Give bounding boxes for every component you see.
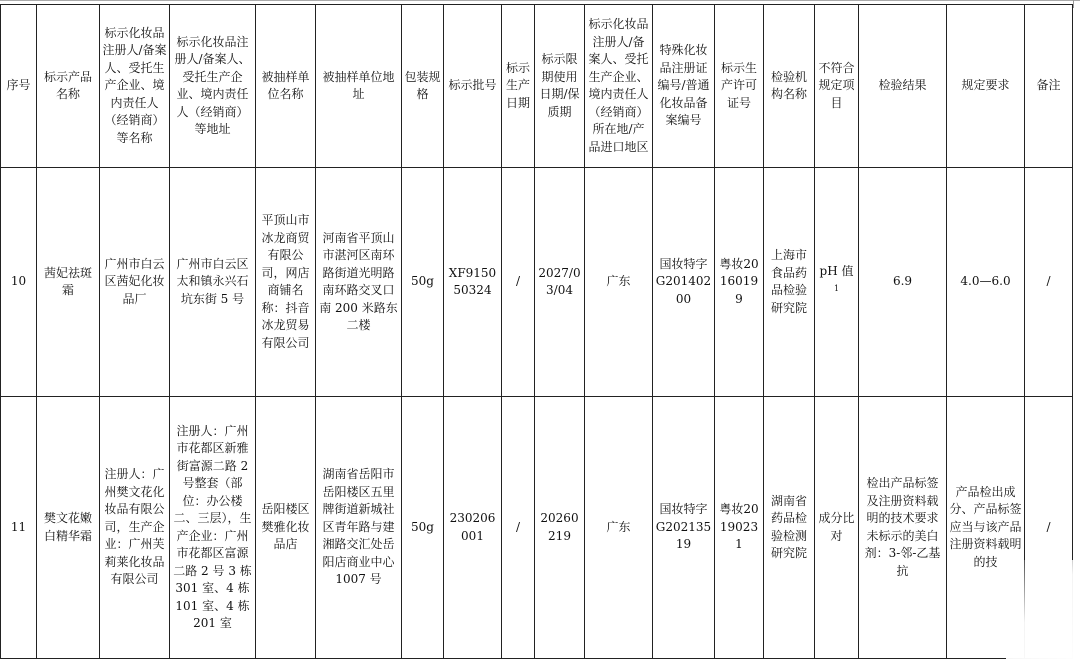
- header-cell: 规定要求: [947, 5, 1025, 168]
- item-text: pH 值: [819, 263, 854, 278]
- cell-no: 11: [1, 397, 37, 659]
- header-cell: 特殊化妆品注册证编号/普通化妆品备案编号: [653, 5, 715, 168]
- cell-sampled-unit: 平顶山市冰龙商贸有限公司，网店商铺名称：抖音冰龙贸易有限公司: [256, 168, 316, 397]
- header-cell: 检验机构名称: [764, 5, 815, 168]
- cell-sampled-address: 湖南省岳阳市岳阳楼区五里牌街道新城社区青年路与建湘路交汇处岳阳店商业中心 1007 号: [316, 397, 402, 659]
- cell-expiry: 20260219: [535, 397, 585, 659]
- cell-company: 广州市白云区茜妃化妆品厂: [100, 168, 170, 397]
- cell-address: 注册人：广州市花都区新雅街富源二路 2 号整套（部位：办公楼二、三层），生产企业：广州市花都区富源二路 2 号 3 栋 301 室、4 栋 101 室、4 栋 201 室: [170, 397, 256, 659]
- header-cell: 包装规格: [402, 5, 444, 168]
- header-cell: 标示批号: [444, 5, 502, 168]
- cell-result: 6.9: [859, 168, 947, 397]
- header-cell: 检验结果: [859, 5, 947, 168]
- cell-item: 成分比对: [815, 397, 859, 659]
- requirement-text: 产品检出成分、产品标签应当与该产品注册资料载明的技: [949, 484, 1022, 569]
- header-cell: 标示生产日期: [502, 5, 535, 168]
- cell-spec: 50g: [402, 168, 444, 397]
- cell-lab: 湖南省药品检验检测研究院: [764, 397, 815, 659]
- cell-expiry: 2027/03/04: [535, 168, 585, 397]
- cell-license: 粤妆20160199: [715, 168, 764, 397]
- cell-license: 粤妆20190231: [715, 397, 764, 659]
- sampling-results-table: [0, 4, 1073, 659]
- cell-reg-no: 国妆特字G20140200: [653, 168, 715, 397]
- header-cell: 不符合规定项目: [815, 5, 859, 168]
- header-cell: 标示产品名称: [37, 5, 100, 168]
- header-row: [1, 5, 1073, 168]
- table-row: [1, 397, 1073, 659]
- cell-region: 广东: [585, 397, 653, 659]
- header-cell: 被抽样单位名称: [256, 5, 316, 168]
- cell-reg-no: 国妆特字G20213519: [653, 397, 715, 659]
- header-cell: 标示化妆品注册人/备案人、受托生产企业、境内责任人（经销商）所在地/产品进口地区: [585, 5, 653, 168]
- cell-no: 10: [1, 168, 37, 397]
- cell-sampled-address: 河南省平顶山市湛河区南环路街道光明路南环路交叉口南 200 米路东二楼: [316, 168, 402, 397]
- item-footnote: 1: [833, 284, 840, 293]
- cell-spec: 50g: [402, 397, 444, 659]
- cell-company: 注册人：广州樊文花化妆品有限公司，生产企业：广州芙莉莱化妆品有限公司: [100, 397, 170, 659]
- cell-product: 樊文花嫩白精华霜: [37, 397, 100, 659]
- cell-product: 茜妃祛斑霜: [37, 168, 100, 397]
- cell-lab: 上海市食品药品检验研究院: [764, 168, 815, 397]
- header-cell: 标示生产许可证号: [715, 5, 764, 168]
- cell-requirement: 4.0—6.0: [947, 168, 1025, 397]
- header-cell: 标示化妆品注册人/备案人、受托生产企业、境内责任人（经销商）等名称: [100, 5, 170, 168]
- corner-mark: [1073, 0, 1074, 8]
- cell-sampled-unit: 岳阳楼区樊雅化妆品店: [256, 397, 316, 659]
- cell-address: 广州市白云区太和镇永兴石坑东街 5 号: [170, 168, 256, 397]
- cell-batch: XF915050324: [444, 168, 502, 397]
- header-cell: 备注: [1025, 5, 1073, 168]
- result-text: 检出产品标签及注册资料载明的技术要求未标示的美白剂：3-邻-乙基抗: [864, 476, 941, 578]
- header-cell: 被抽样单位地址: [316, 5, 402, 168]
- cell-prod-date: /: [502, 168, 535, 397]
- cell-result: [859, 397, 947, 659]
- header-cell: 序号: [1, 5, 37, 168]
- cell-item: [815, 168, 859, 397]
- table-row: [1, 168, 1073, 397]
- corner-fade: [1006, 560, 1080, 666]
- cell-batch: 230206001: [444, 397, 502, 659]
- cell-note: /: [1025, 397, 1073, 659]
- cell-prod-date: /: [502, 397, 535, 659]
- header-cell: 标示限期使用日期/保质期: [535, 5, 585, 168]
- header-cell: 标示化妆品注册人/备案人、受托生产企业、境内责任人（经销商）等地址: [170, 5, 256, 168]
- cell-note: /: [1025, 168, 1073, 397]
- cell-region: 广东: [585, 168, 653, 397]
